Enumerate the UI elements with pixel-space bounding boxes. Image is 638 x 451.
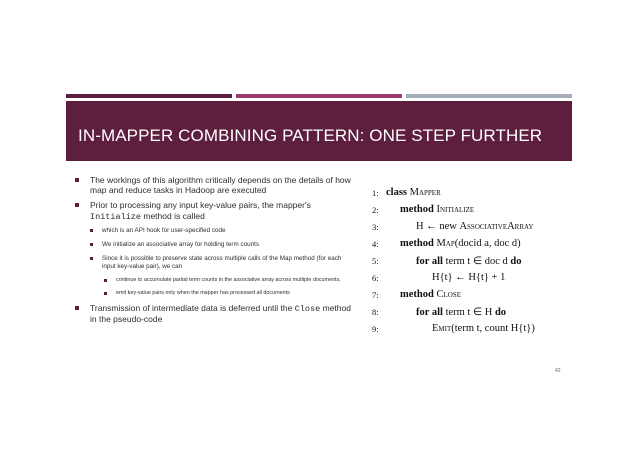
title-band (66, 101, 572, 161)
bullet-text: Since it is possible to preserve state across multiple calls of the Map method (for each input key-value pair), we can (102, 254, 342, 270)
bullet-item (74, 200, 356, 221)
line-number: 2: (372, 205, 379, 215)
code-text: term t ∈ doc d (442, 256, 511, 267)
keyword: for all (416, 256, 443, 267)
bullet-item (74, 303, 356, 324)
line-number: 4: (372, 239, 379, 249)
line-number: 3: (372, 222, 379, 232)
keyword: do (494, 307, 507, 318)
code-text: (term t, count H{t}) (451, 323, 535, 334)
accent-bar-gray (406, 94, 572, 98)
line-number: 8: (372, 307, 379, 317)
code-text: term t ∈ H (442, 307, 495, 318)
accent-bar-medium (236, 94, 402, 98)
keyword: do (510, 256, 522, 267)
slide-title: IN-MAPPER COMBINING PATTERN: ONE STEP FURTHER (78, 126, 543, 145)
accent-bar-dark (66, 94, 232, 98)
code-text: H ← new (416, 221, 460, 232)
page-number: 42 (555, 368, 561, 374)
bullet-text: We initialize an associative array for holding term counts (102, 240, 260, 248)
code-initialize: Initialize (90, 211, 142, 222)
sub-bullet-item (90, 227, 356, 235)
bullet-item (74, 175, 356, 195)
code-text: H{t} ← H{t} + 1 (432, 272, 506, 283)
function-name: Emit (432, 323, 452, 334)
class-name: Mapper (409, 187, 441, 198)
bullet-text: emit key-value pairs only when the mapper has processed all documents (116, 289, 290, 296)
keyword: method (400, 289, 434, 300)
bullet-text: The workings of this algorithm critically depends on the details of how map and reduce tasks in Hadoop are executed (90, 175, 351, 196)
line-number: 9: (372, 324, 379, 334)
keyword: method (400, 204, 434, 215)
line-number: 7: (372, 290, 379, 300)
bullet-text: continue to accumulate partial term counts in the associative array across multiple documents, (116, 276, 341, 283)
code-close: Close (294, 303, 321, 314)
line-number: 6: (372, 273, 379, 283)
method-name: Close (436, 289, 461, 300)
bullet-text: Prior to processing any input key-value pairs, the mapper's (90, 200, 311, 211)
line-number: 1: (372, 188, 379, 198)
sub-sub-bullet-item (104, 290, 356, 297)
keyword: for all (416, 307, 443, 318)
keyword: method (400, 238, 434, 249)
method-name: Map (436, 238, 455, 249)
bullet-text: method in the pseudo-code (90, 302, 351, 325)
sub-bullet-item (90, 255, 356, 271)
code-text: (docid a, doc d) (454, 238, 521, 249)
keyword: class (386, 187, 407, 198)
bullet-text: method is called (141, 210, 205, 221)
line-number: 5: (372, 256, 379, 266)
type-name: AssociativeArray (459, 221, 534, 232)
bullet-text: which is an API hook for user-specified code (102, 226, 226, 234)
method-name: Initialize (436, 204, 475, 215)
bullet-list (74, 175, 356, 329)
sub-bullet-item (90, 241, 356, 249)
sub-sub-bullet-item (104, 277, 356, 284)
bullet-text: Transmission of intermediate data is deferred until the (90, 302, 295, 313)
